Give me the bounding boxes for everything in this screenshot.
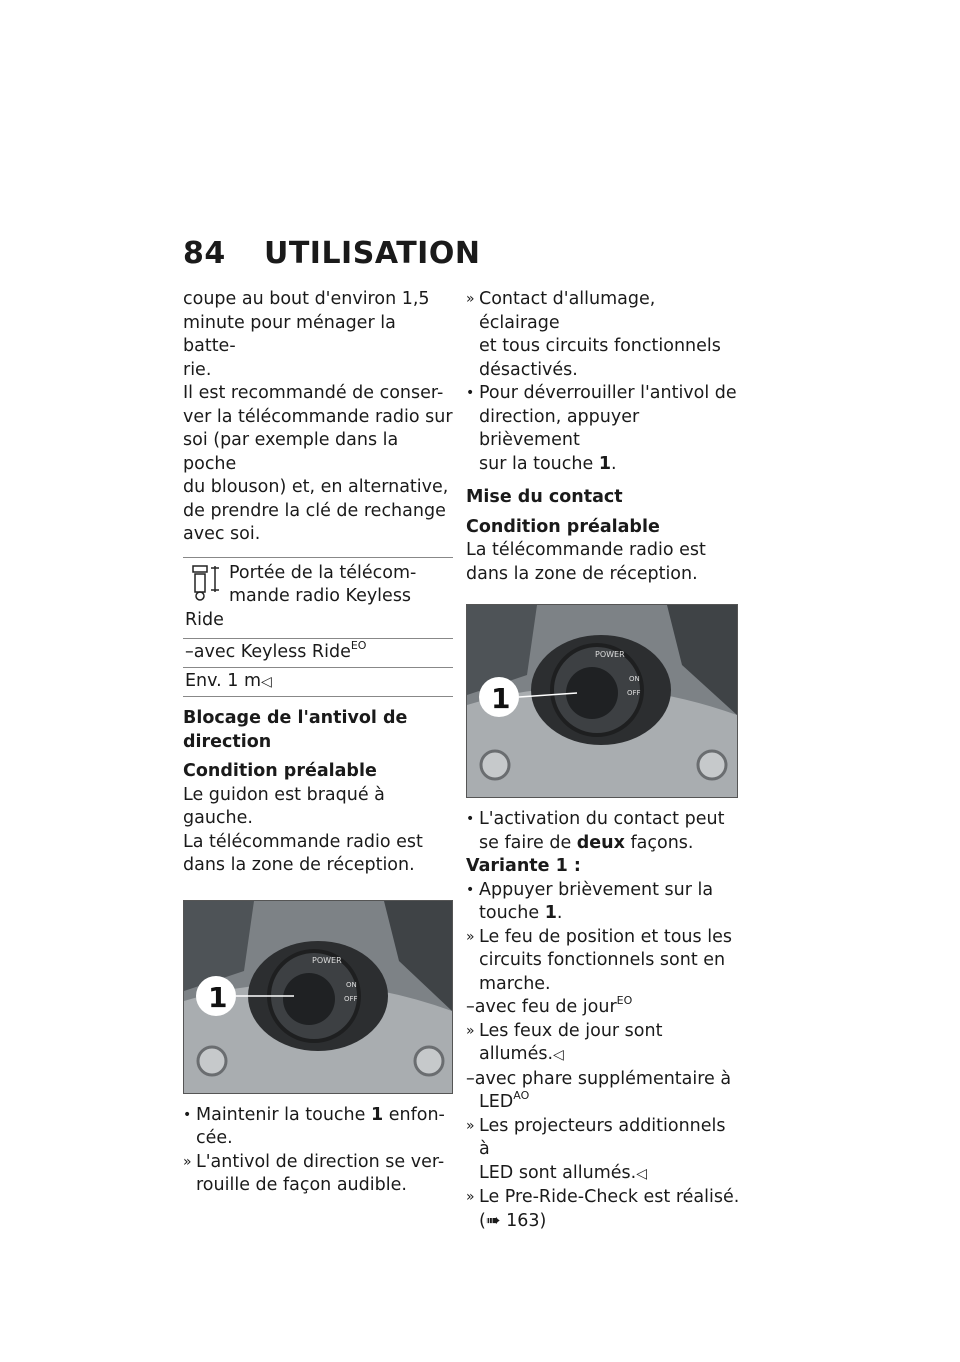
recommend-line: Il est recommandé de conser- — [183, 383, 444, 403]
callout-number: 1 — [491, 682, 511, 715]
end-marker: ◁ — [636, 1165, 647, 1182]
intro-line: minute pour ménager la batte- — [183, 312, 396, 356]
result-item — [466, 926, 741, 997]
ignition-button-photo — [183, 900, 453, 1094]
condition-line: dans la zone de réception. — [183, 855, 415, 875]
result-marker: » — [466, 928, 475, 945]
spec-row-value — [183, 667, 453, 697]
result-item — [466, 1186, 741, 1233]
condition-line: La télécommande radio est — [466, 540, 706, 560]
result-text: Contact d'allumage, éclairage — [479, 289, 656, 333]
option-sup: EO — [350, 639, 367, 652]
result-text: marche. — [479, 973, 551, 994]
step-item — [183, 1104, 453, 1151]
recommend-line: ver la télécommande radio sur — [183, 406, 453, 427]
step-text: touche — [479, 903, 545, 923]
step-text: Maintenir la touche — [196, 1104, 371, 1125]
result-text: Les projecteurs additionnels à — [479, 1115, 726, 1159]
intro-line: rie. — [183, 359, 212, 380]
spec-row-condition — [183, 638, 453, 667]
page-reference[interactable] — [479, 1210, 741, 1234]
result-text: circuits fonctionnels sont en — [479, 950, 726, 970]
result-item — [466, 288, 741, 382]
result-text: Les feux de jour sont — [479, 1020, 663, 1041]
step-text: se faire de — [479, 832, 577, 853]
result-text: et tous circuits fonctionnels — [479, 336, 721, 356]
variant-heading: Variante 1 : — [466, 856, 581, 876]
step-text: . — [611, 453, 617, 474]
recommend-line: du blouson) et, en alternative, — [183, 477, 449, 497]
spec-title-line: Ride — [185, 609, 224, 630]
result-text: L'antivol de direction se ver- — [196, 1151, 445, 1172]
ref-paren: ( — [479, 1210, 486, 1231]
callout-number: 1 — [208, 980, 228, 1014]
off-label: OFF — [627, 689, 641, 697]
recommend-line: de prendre la clé de rechange — [183, 500, 446, 521]
step-text: sur la touche — [479, 453, 599, 474]
section-heading: Mise du contact — [466, 487, 623, 507]
condition-line: –avec phare supplémentaire à — [466, 1068, 732, 1089]
subsection-heading: Condition préalable — [183, 761, 377, 781]
spec-condition-text: –avec Keyless Ride — [185, 642, 351, 662]
result-text: rouille de façon audible. — [196, 1175, 407, 1195]
result-text: Le feu de position et tous les — [479, 926, 732, 947]
step-text: L'activation du contact peut — [479, 809, 725, 829]
section-heading: Blocage de l'antivol de — [183, 708, 408, 728]
page-number: 84 — [183, 236, 226, 271]
spec-title-line: Portée de la télécom- — [229, 562, 417, 583]
on-label: ON — [346, 980, 357, 989]
recommend-line: soi (par exemple dans la poche — [183, 430, 399, 474]
ignition-button-photo — [466, 604, 738, 798]
result-marker: » — [466, 1022, 475, 1039]
condition-text: –avec feu de jour — [466, 997, 617, 1017]
end-marker: ◁ — [261, 673, 272, 690]
button-ref: 1 — [544, 903, 557, 923]
power-label: POWER — [595, 650, 625, 659]
section-heading: direction — [183, 731, 272, 752]
chapter-title: UTILISATION — [263, 236, 481, 271]
step-text: Appuyer brièvement sur la — [479, 879, 714, 900]
step-item — [466, 879, 741, 926]
spec-box — [183, 557, 453, 698]
step-item — [466, 382, 741, 476]
subsection-heading: Condition préalable — [466, 516, 660, 537]
off-label: OFF — [344, 994, 358, 1003]
bullet-marker: • — [183, 1106, 192, 1123]
step-text: façons. — [624, 832, 694, 853]
spec-value-text: Env. 1 m — [185, 670, 262, 691]
condition-line: La télécommande radio est — [183, 831, 423, 852]
spec-title-line: mande radio Keyless — [229, 586, 412, 606]
result-text: Le Pre-Ride-Check est réalisé. — [479, 1187, 740, 1207]
end-marker: ◁ — [553, 1047, 564, 1063]
result-item — [466, 1115, 741, 1187]
result-text: LED sont allumés. — [479, 1162, 637, 1183]
condition-text: LED — [479, 1092, 514, 1112]
result-text: désactivés. — [479, 359, 578, 380]
condition-line: Le guidon est braqué à gauche. — [183, 784, 385, 828]
on-label: ON — [629, 675, 640, 683]
step-text: direction, appuyer brièvement — [479, 406, 640, 450]
remote-key-icon — [185, 562, 225, 606]
bullet-marker: • — [466, 385, 475, 401]
button-ref: 1 — [598, 453, 612, 474]
result-marker: » — [183, 1153, 192, 1170]
bullet-marker: • — [466, 811, 475, 827]
intro-line: coupe au bout d'environ 1,5 — [183, 289, 430, 309]
recommend-line: avec soi. — [183, 524, 261, 544]
page-header — [183, 236, 480, 271]
arrow-right-icon: ➠ — [485, 1210, 501, 1231]
power-label: POWER — [312, 955, 342, 965]
step-text: Pour déverrouiller l'antivol de — [479, 383, 737, 403]
option-sup: AO — [513, 1089, 530, 1102]
left-column — [183, 288, 453, 1198]
step-text: . — [556, 903, 563, 923]
step-item — [466, 808, 741, 855]
button-ref: 1 — [370, 1104, 384, 1125]
condition-line — [466, 1091, 741, 1115]
condition-line: dans la zone de réception. — [466, 563, 698, 584]
result-marker: » — [466, 291, 475, 307]
result-item — [466, 1020, 741, 1068]
option-sup: EO — [616, 994, 633, 1007]
result-item — [183, 1151, 453, 1198]
result-marker: » — [466, 1189, 475, 1205]
step-text: enfon- — [383, 1104, 445, 1125]
result-marker: » — [466, 1117, 475, 1134]
condition-line — [466, 996, 741, 1020]
spec-title — [183, 558, 453, 639]
right-column — [466, 288, 741, 1233]
bullet-marker: • — [466, 881, 475, 898]
ref-page-number: 163) — [500, 1210, 547, 1231]
step-text: cée. — [196, 1128, 233, 1148]
emphasis-text: deux — [576, 832, 625, 853]
result-text: allumés. — [479, 1044, 554, 1064]
